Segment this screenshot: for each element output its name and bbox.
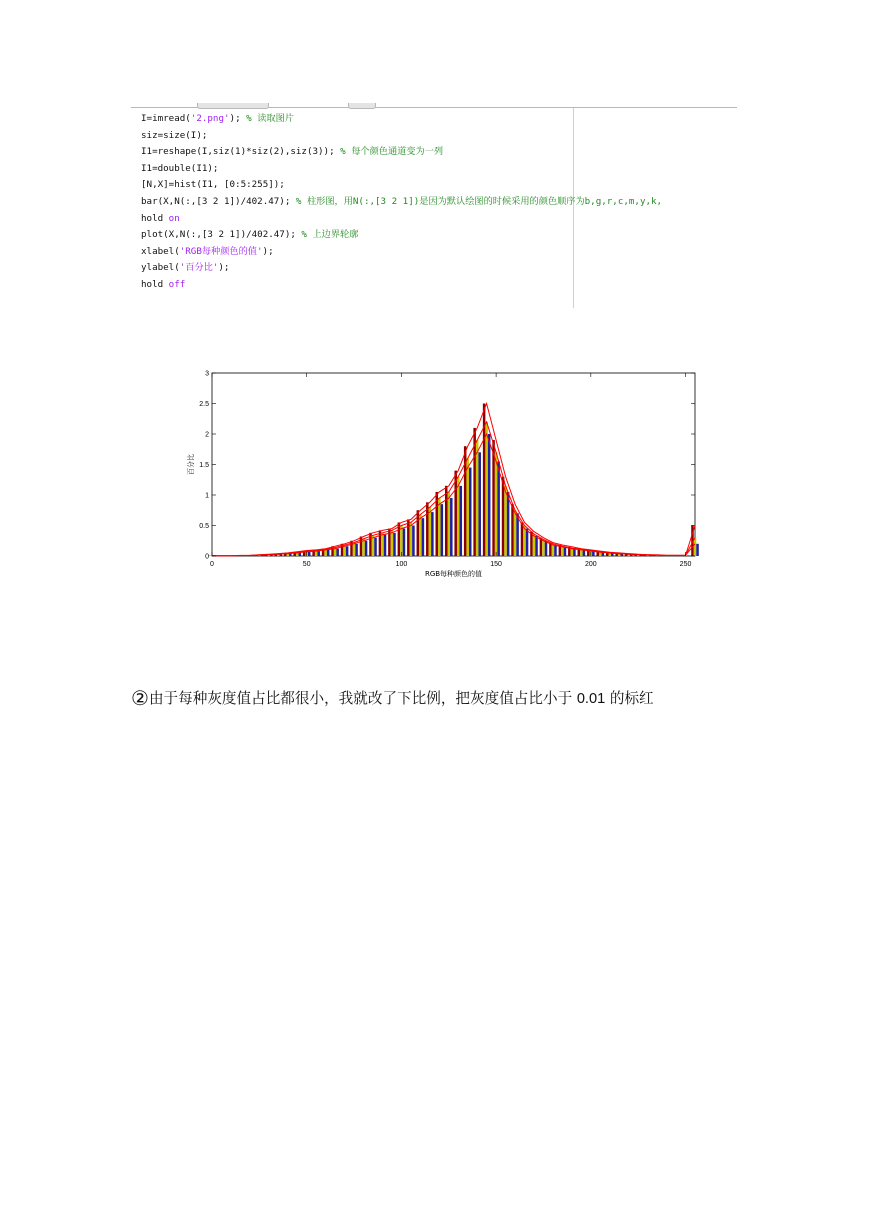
code-line (141, 144, 662, 161)
histogram-bar (374, 538, 377, 556)
x-tick-label: 0 (210, 561, 214, 568)
histogram-bar (317, 551, 320, 556)
histogram-bar (476, 440, 479, 556)
histogram-bar (429, 507, 432, 556)
histogram-bar (561, 546, 564, 556)
histogram-bar (526, 529, 529, 556)
histogram-bar (412, 526, 415, 557)
code-token: [N,X]=hist(I1, [0:5:255]); (141, 179, 285, 191)
histogram-bar (450, 498, 453, 556)
code-comment: % 柱形图，用N(:,[3 2 1])是因为默认绘图的时候采用的颜色顺序为b,g,r,c,m,y,k, (295, 195, 663, 207)
histogram-bar (403, 529, 406, 556)
x-tick-label: 200 (584, 561, 597, 568)
code-token: ); (218, 262, 230, 274)
histogram-bar (441, 504, 444, 556)
code-line (141, 128, 662, 145)
code-token: I=imread( (141, 113, 191, 124)
histogram-bar (431, 512, 434, 556)
code-keyword: off (168, 278, 186, 290)
code-string: 'RGB每种颜色的值' (179, 245, 263, 257)
code-string: '2.png' (190, 113, 230, 124)
histogram-bar (393, 533, 396, 556)
histogram-bar (454, 471, 457, 556)
histogram-bar (694, 538, 697, 556)
code-comment: % 每个颜色通道变为一列 (340, 146, 444, 158)
code-token: hold (141, 278, 169, 290)
histogram-bar (554, 545, 557, 556)
y-tick-label: 2.5 (199, 401, 209, 408)
editor-tab (348, 103, 376, 109)
histogram-bar (407, 519, 410, 556)
code-token: ylabel( (141, 262, 180, 274)
histogram-bar (502, 477, 505, 556)
histogram-bar (327, 550, 330, 556)
histogram-bar (400, 526, 403, 557)
histogram-bar (507, 492, 510, 556)
histogram-bar (381, 533, 384, 556)
code-token: siz=size(I); (141, 129, 208, 141)
histogram-bar (485, 422, 488, 556)
code-token: hold (141, 212, 169, 224)
histogram-bar (469, 468, 472, 556)
y-tick-label: 1.5 (199, 462, 209, 469)
histogram-bar (384, 535, 387, 556)
y-tick-label: 0 (205, 553, 209, 561)
paragraph-value: 0.01 (576, 691, 606, 707)
paragraph-text-before: 由于每种灰度值占比都很小，我就改了下比例，把灰度值占比小于 (148, 690, 577, 707)
histogram-bar (438, 498, 441, 556)
histogram-bar (353, 543, 356, 556)
histogram-bar (336, 549, 339, 556)
histogram-bar (466, 458, 469, 556)
body-paragraph (131, 684, 771, 712)
histogram-bar (422, 518, 425, 556)
plot-area (212, 373, 695, 556)
y-tick-label: 3 (205, 370, 209, 378)
histogram-bar (488, 434, 491, 556)
histogram-bar (573, 549, 576, 556)
x-axis-label: RGB每种颜色的值 (424, 570, 483, 578)
x-tick-label: 100 (395, 561, 408, 568)
code-line (141, 260, 662, 277)
editor-tab (197, 103, 269, 109)
y-tick-label: 1 (205, 492, 209, 500)
circled-number: ② (131, 686, 149, 710)
histogram-bar (521, 522, 524, 556)
code-line (141, 161, 662, 178)
code-token: I1=reshape(I,siz(1)*siz(2),siz(3)); (141, 146, 341, 158)
histogram-bar (457, 477, 460, 556)
code-keyword: on (168, 212, 180, 224)
code-token: plot(X,N(:,[3 2 1])/402.47); (141, 229, 302, 241)
code-block (141, 111, 662, 294)
code-comment: % 上边界轮廓 (301, 229, 359, 241)
code-token: ); (229, 113, 247, 124)
histogram-bar (445, 486, 448, 556)
histogram-bar (545, 541, 548, 556)
histogram-bar (535, 536, 538, 556)
histogram-bar (542, 540, 545, 556)
y-axis-label: 百分比 (187, 454, 195, 475)
code-line (141, 194, 662, 211)
x-tick-label: 150 (490, 561, 502, 568)
histogram-bar (497, 461, 500, 556)
code-line (141, 277, 662, 294)
x-tick-label: 250 (679, 561, 692, 568)
code-line (141, 111, 662, 128)
histogram-bar (495, 452, 498, 556)
code-token: xlabel( (141, 245, 180, 257)
histogram-bar (365, 541, 368, 556)
code-screenshot (131, 103, 737, 308)
histogram-bar (419, 515, 422, 556)
histogram-bar (299, 553, 302, 556)
code-line (141, 244, 662, 261)
code-token: I1=double(I1); (141, 162, 219, 174)
histogram-bar (410, 522, 413, 556)
code-string: '百分比' (179, 262, 219, 274)
histogram-bar (460, 486, 463, 556)
histogram-bar (391, 530, 394, 556)
code-token: bar(X,N(:,[3 2 1])/402.47); (141, 195, 296, 207)
x-tick-label: 50 (302, 561, 311, 568)
histogram-bar (379, 530, 382, 556)
histogram-svg (180, 365, 710, 580)
paragraph-text-after: 的标红 (605, 690, 654, 707)
histogram-bar (687, 555, 690, 556)
histogram-bar (523, 526, 526, 557)
y-tick-label: 2 (205, 431, 209, 439)
histogram-bar (504, 486, 507, 556)
histogram-bar (478, 452, 481, 556)
histogram-bar (514, 510, 517, 556)
histogram-bar (533, 534, 536, 556)
histogram-chart (180, 365, 710, 580)
histogram-bar (355, 544, 358, 556)
histogram-bar (346, 546, 349, 556)
histogram-bar (564, 547, 567, 556)
histogram-bar (308, 552, 311, 556)
histogram-bar (448, 492, 451, 556)
code-line (141, 177, 662, 194)
code-line (141, 227, 662, 244)
code-token: ); (262, 245, 274, 257)
y-tick-label: 0.5 (199, 523, 209, 530)
code-comment: % 读取图片 (246, 113, 294, 124)
code-line (141, 211, 662, 228)
histogram-bar (696, 544, 699, 556)
histogram-bar (511, 504, 514, 556)
